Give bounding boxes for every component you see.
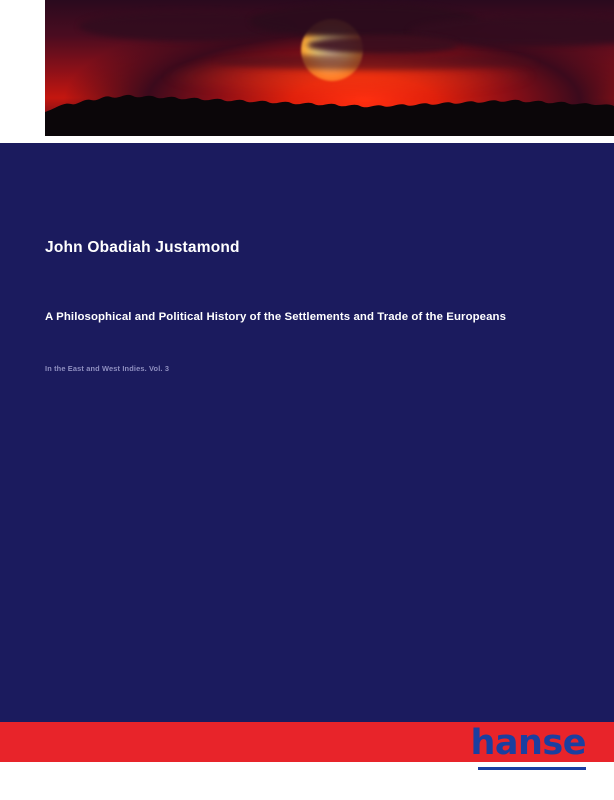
publisher-logo: hanse (470, 723, 586, 763)
author-name: John Obadiah Justamond (45, 239, 240, 256)
book-subtitle: In the East and West Indies. Vol. 3 (45, 363, 170, 373)
sunset-over-treeline-photo (45, 0, 614, 136)
cover-photo-band (0, 0, 614, 143)
treeline-silhouette (45, 78, 614, 136)
cover-body-panel (0, 143, 614, 722)
cover-text-block (45, 239, 565, 373)
book-title: A Philosophical and Political History of the Settlements and Trade of the Europeans (45, 311, 507, 323)
publisher-logo-underline (478, 767, 586, 770)
cover-footer (0, 723, 614, 800)
